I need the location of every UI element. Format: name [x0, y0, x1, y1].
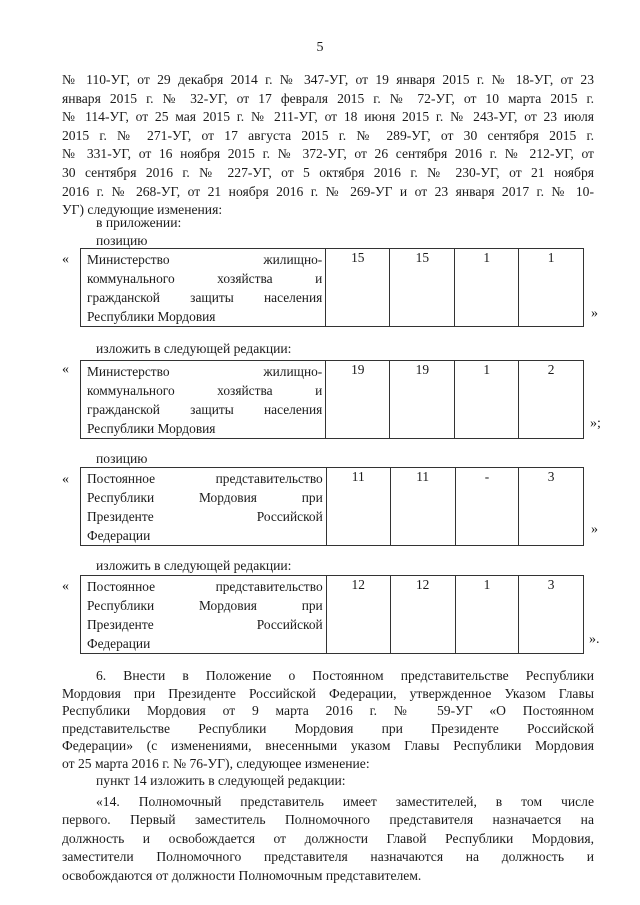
- agency-name-line: Министерство жилищно-: [87, 364, 323, 379]
- value-cell: 12: [390, 576, 455, 654]
- point-14-line: заместители Полномочного представителя назначаются на должность и: [62, 849, 594, 865]
- table-row: [81, 249, 584, 327]
- value-cell: 19: [390, 361, 455, 439]
- quote-close-semicolon: »;: [590, 416, 601, 431]
- intro-line: № 110-УГ, от 29 декабря 2014 г. № 347-УГ, от 19 января 2015 г. № 18-УГ, от 23: [62, 72, 594, 87]
- intro-line: № 331-УГ, от 16 ноября 2015 г. № 372-УГ, от 26 сентября 2016 г. № 212-УГ, от: [62, 146, 594, 162]
- item-6-line: представительстве Республики Мордовия при Президенте Российской: [62, 720, 594, 736]
- agency-name-line: Постоянное представительство: [87, 579, 323, 594]
- value-cell: 11: [390, 468, 455, 546]
- agency-name-line: Республики Мордовия при: [87, 598, 323, 613]
- intro-line: УГ) следующие изменения:: [62, 202, 223, 218]
- value-cell: 1: [519, 249, 584, 327]
- value-cell: 1: [455, 576, 519, 654]
- intro-line: 2015 г. № 271-УГ, от 17 августа 2015 г. № 289-УГ, от 30 сентября 2015 г.: [62, 127, 594, 143]
- agency-name-line: Министерство жилищно-: [87, 252, 323, 267]
- table-row: [81, 361, 584, 439]
- table-ministry-new: [80, 360, 584, 439]
- item-6-line: Республики Мордовия от 9 марта 2016 г. № 59-УГ «О Постоянном: [62, 703, 594, 718]
- agency-name-cell: [81, 249, 326, 327]
- point-14-line: «14. Полномочный представитель имеет заместителей, в том числе: [96, 794, 594, 809]
- quote-close: »: [591, 306, 598, 321]
- point-14-label: пункт 14 изложить в следующей редакции:: [96, 773, 346, 788]
- label-position: позицию: [96, 451, 148, 466]
- quote-close: »: [591, 522, 598, 537]
- agency-name-line: Республики Мордовия: [87, 309, 216, 324]
- intro-line: 30 сентября 2016 г. № 227-УГ, от 5 октября 2016 г. № 230-УГ, от 21 ноября: [62, 165, 594, 180]
- value-cell: 15: [390, 249, 455, 327]
- agency-name-line: Федерации: [87, 636, 151, 651]
- value-cell: 15: [326, 249, 390, 327]
- intro-line: 2016 г. № 268-УГ, от 21 ноября 2016 г. № 269-УГ и от 23 января 2017 г. № 10-: [62, 183, 594, 199]
- item-6-line: от 25 марта 2016 г. № 76-УГ), следующее изменение:: [62, 755, 370, 771]
- agency-name-line: Республики Мордовия: [87, 421, 216, 436]
- page-number: 5: [316, 40, 324, 55]
- label-restate: изложить в следующей редакции:: [96, 341, 292, 356]
- value-cell: 2: [519, 361, 584, 439]
- agency-name-cell: [81, 576, 327, 654]
- table-representation-new: [80, 575, 584, 654]
- agency-name-line: Федерации: [87, 528, 151, 543]
- agency-name-line: коммунального хозяйства и: [87, 383, 323, 398]
- point-14-line: должность и освобождается от должности Главой Республики Мордовия,: [62, 830, 594, 846]
- value-cell: 19: [326, 361, 390, 439]
- label-restate: изложить в следующей редакции:: [96, 558, 292, 573]
- agency-name-line: гражданской защиты населения: [87, 290, 323, 305]
- quote-open: «: [62, 252, 69, 267]
- quote-close-period: ».: [589, 632, 600, 647]
- value-cell: 3: [519, 468, 584, 546]
- agency-name-line: Президенте Российской: [87, 509, 323, 524]
- table-representation-old: [80, 467, 584, 546]
- table-ministry-old: [80, 248, 584, 327]
- intro-line: № 114-УГ, от 25 мая 2015 г. № 211-УГ, от 18 июня 2015 г. № 243-УГ, от 23 июля: [62, 109, 594, 125]
- value-cell: 11: [326, 468, 390, 546]
- table-row: [81, 468, 584, 546]
- value-cell: 1: [455, 361, 519, 439]
- label-in-appendix: в приложении:: [96, 215, 182, 230]
- value-cell: 1: [455, 249, 519, 327]
- item-6-line: Мордовия при Президенте Российской Федерации, утвержденное Указом Главы: [62, 685, 594, 701]
- agency-name-line: гражданской защиты населения: [87, 402, 323, 417]
- agency-name-cell: [81, 468, 327, 546]
- intro-line: января 2015 г. № 32-УГ, от 17 февраля 2015 г. № 72-УГ, от 10 марта 2015 г.: [62, 90, 594, 106]
- value-cell: 12: [326, 576, 390, 654]
- item-6-line: 6. Внести в Положение о Постоянном представительстве Республики: [96, 668, 594, 683]
- item-6-line: Федерации» (с изменениями, внесенными указом Главы Республики Мордовия: [62, 738, 594, 753]
- agency-name-line: коммунального хозяйства и: [87, 271, 323, 286]
- agency-name-line: Президенте Российской: [87, 617, 323, 632]
- quote-open: «: [62, 579, 69, 594]
- value-cell: -: [455, 468, 519, 546]
- point-14-line: первого. Первый заместитель Полномочного представителя назначается на: [62, 812, 594, 828]
- point-14-line: освобождаются от должности Полномочным представителем.: [62, 867, 422, 883]
- agency-name-line: Постоянное представительство: [87, 471, 323, 486]
- value-cell: 3: [519, 576, 584, 654]
- label-position: позицию: [96, 233, 148, 248]
- quote-open: «: [62, 362, 69, 377]
- table-row: [81, 576, 584, 654]
- agency-name-cell: [81, 361, 326, 439]
- agency-name-line: Республики Мордовия при: [87, 490, 323, 505]
- quote-open: «: [62, 472, 69, 487]
